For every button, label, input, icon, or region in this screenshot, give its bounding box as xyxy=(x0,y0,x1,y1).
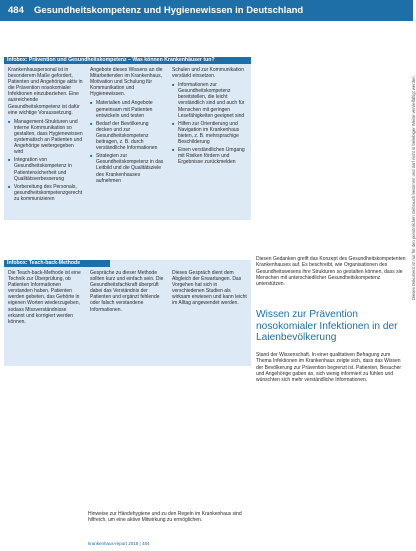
col1-intro: Krankenhauspersonal ist in besonderem Maße gefordert, Patienten und Angehörige aktiv in die Prävention nosokomialer Infektionen einzubeziehen. Eine ausreichende Gesundheitskompetenz ist dafür eine wichtige Voraussetzung. xyxy=(8,67,83,116)
col2-bullet: ■ Materialien und Angebote gemeinsam mit Patienten entwickeln und testen xyxy=(90,100,166,118)
infobox-teach-back-col2 xyxy=(90,270,166,364)
col3-bullet: ■ Hilfen zur Orientierung und Navigation im Krankenhaus bieten, z. B. mehrsprachige Beschilderung xyxy=(172,121,248,145)
infobox-teach-back-col3 xyxy=(172,270,248,364)
col2-intro: Angebote dieses Wissens an die Mitarbeitenden im Krankenhaus, Motivation und Schulung für Kommunikation und Hygienewissen. xyxy=(90,67,163,98)
section-heading: Wissen zur Prävention nosokomialer Infektionen in der Laienbevölkerung xyxy=(256,309,398,343)
col3-bullet: ■ Informationen zur Gesundheitskompetenz bereitstellen, die leicht verständlich sind und auch für Menschen mit geringen Lesefähigkeiten geeignet sind xyxy=(172,82,248,119)
infobox-teach-back xyxy=(4,260,251,366)
page-footer: krankenhaus-report 2018 | 484 xyxy=(88,541,150,546)
teach-back-text: Dieses Gespräch dient dem Abgleich der Erwartungen. Das Vorgehen hat sich in verschiedenen Studien als wirksam erwiesen und kann leicht im Alltag angewendet werden. xyxy=(172,270,247,307)
col2-bullet: ■ Bedarf der Bevölkerung decken und zur Gesundheitskompetenz beitragen, z. B. durch verständliche Informationen xyxy=(90,121,166,151)
col3-bullet: ■ Einen verständlichen Umgang mit Risiken fördern und Ergebnisse zurückmelden xyxy=(172,147,248,165)
col1-bullet: ■ Management-Strukturen und interne Kommunikation so gestalten, dass Hygienewissen systematisch an Patienten und Angehörige weitergegeben wird xyxy=(8,119,84,156)
intro-paragraph: Diesen Gedanken greift das Konzept des Gesundheitskompetenten Krankenhauses auf. Es beschreibt, wie Organisationen des Gesundheitswesens ihre Strukturen so gestalten können, dass sie Menschen mit unterschiedlicher Gesundheitskompetenz unterstützen. xyxy=(256,256,406,288)
infobox-prevention-col2 xyxy=(90,67,166,217)
page-number: 484 xyxy=(8,5,24,16)
infobox-prevention-col3 xyxy=(172,67,248,217)
infobox-prevention xyxy=(4,57,251,220)
page-header xyxy=(0,0,413,21)
infobox-teach-back-col1 xyxy=(8,270,84,364)
side-notice: Dieses Dokument ist nur für den persönlichen Gebrauch bestimmt und darf nicht in beliebiger Weise vervielfältigt werden. xyxy=(411,75,416,300)
teach-back-text: Gespräche zu dieser Methode sollten kurz und einfach sein. Die Gesundheitsfachkraft überprüft dabei das Verständnis der Patienten und ergänzt fehlende oder falsch verstandene Informationen. xyxy=(90,270,164,313)
body-paragraph: Hinweise zur Händehygiene und zu den Regeln im Krankenhaus sind hilfreich, um eine aktive Mitwirkung zu ermöglichen. xyxy=(88,511,242,524)
page-title: Gesundheitskompetenz und Hygienewissen in Deutschland xyxy=(34,5,304,16)
main-paragraph: Stand der Wissenschaft. In einer qualitativen Befragung zum Thema Infektionen im Krankenhaus zeigte sich, dass das Wissen der Bevölkerung zur Prävention begrenzt ist. Patienten, Besucher und Angehörige gaben an, sich wenig informiert zu fühlen und wünschten sich mehr verständliche Informationen. xyxy=(256,352,402,384)
teach-back-text: Die Teach-back-Methode ist eine Technik zur Überprüfung, ob Patienten Informationen verstanden haben. Patienten werden gebeten, das Gehörte in eigenen Worten wiederzugeben, sodass Missverständnisse erkannt und korrigiert werden können. xyxy=(8,270,81,325)
col1-bullet: ■ Vorbereitung des Personals, gesundheitskompetenzgerecht zu kommunizieren xyxy=(8,184,84,202)
infobox-teach-back-title: Infobox: Teach-back-Methode xyxy=(4,260,110,267)
col1-bullet: ■ Integration von Gesundheitskompetenz in Patientensicherheit und Qualitätsverbesserung xyxy=(8,157,84,181)
col2-bullet: ■ Strategien zur Gesundheitskompetenz in das Leitbild und die Qualitätsziele des Krankenhauses aufnehmen xyxy=(90,153,166,183)
col3-intro: Schulen und zur Kommunikation verstärkt einsetzen. xyxy=(172,67,244,80)
infobox-prevention-title: Infobox: Prävention und Gesundheitskompetenz – Was können Krankenhäuser tun? xyxy=(4,57,251,64)
infobox-prevention-col1 xyxy=(8,67,84,217)
